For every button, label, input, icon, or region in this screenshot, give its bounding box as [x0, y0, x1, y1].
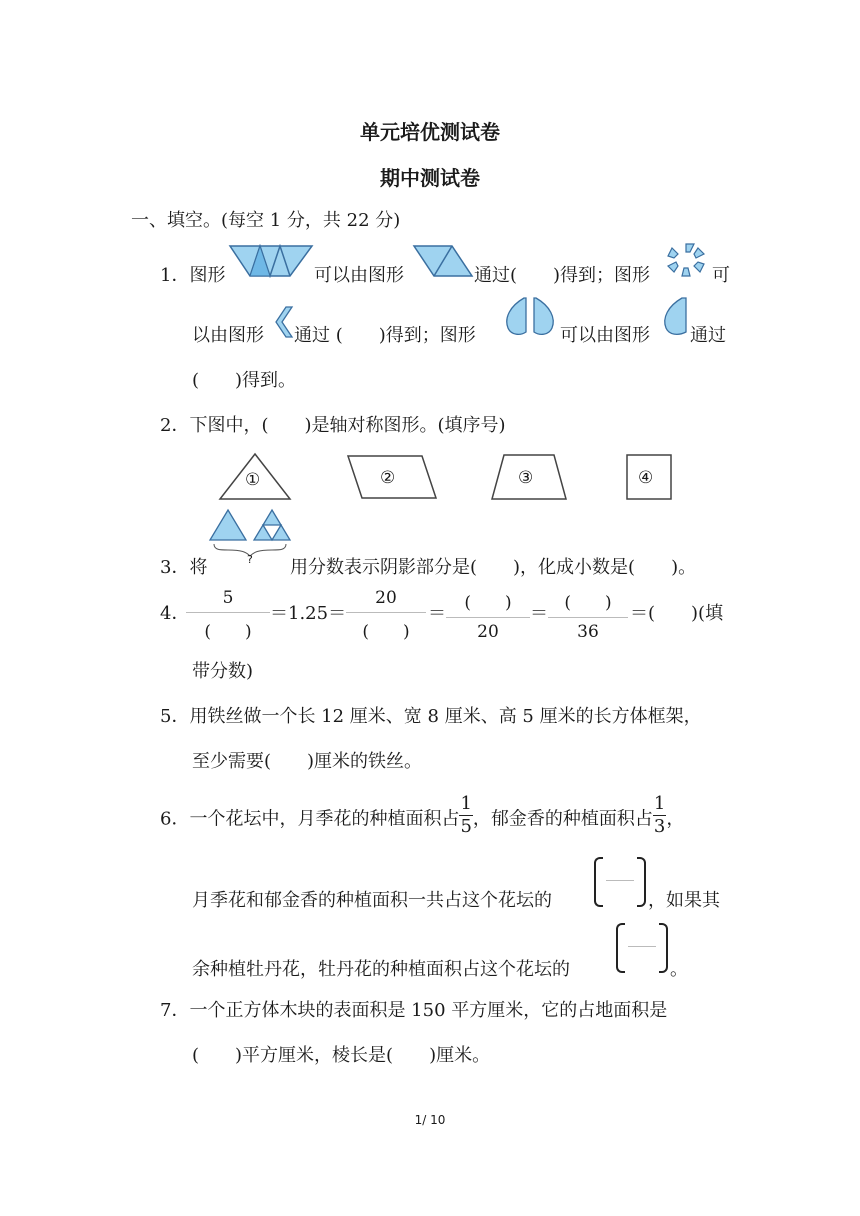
q4-eq-1: ＝: [428, 603, 446, 624]
fraction-1: [186, 588, 270, 642]
q1-text-2a: 以由图形: [192, 325, 264, 346]
frac-den: 5: [460, 816, 472, 837]
q6-line-2b: ，如果其: [648, 890, 720, 911]
q6-text-a: 6．一个花坛中，月季花的种植面积占: [160, 808, 460, 830]
fraction-2-num: 20: [346, 588, 426, 613]
fraction-3-num: ( ): [446, 588, 530, 618]
frac-den: 3: [653, 816, 666, 837]
answer-bracket-1[interactable]: [594, 857, 646, 905]
q1-text-2d: 通过: [690, 325, 726, 346]
q6-line-2a: 月季花和郁金香的种植面积一共占这个花坛的: [192, 890, 552, 911]
q6-line-3b: 。: [670, 959, 688, 980]
q4-number: 4．: [160, 603, 190, 624]
q1-text-2b: 通过 ( )得到；图形: [294, 325, 476, 346]
q1-text-1a: 1．图形: [160, 265, 226, 286]
fraction-4: [548, 588, 628, 642]
fraction-2-den: ( ): [362, 622, 410, 642]
two-drops-icon: [502, 296, 558, 338]
q1-text-2c: 可以由图形: [560, 325, 650, 346]
q3-text: 用分数表示阴影部分是( )，化成小数是( )。: [290, 557, 697, 578]
q4-mid-text: ＝1.25＝: [270, 603, 347, 624]
question-mark-label: ?: [247, 553, 253, 566]
frac-num: 1: [460, 793, 472, 814]
q7-line-1: 7．一个正方体木块的表面积是 150 平方厘米，它的占地面积是: [160, 1000, 668, 1021]
q1-text-1d: 可: [712, 265, 730, 286]
q1-text-3: ( )得到。: [192, 370, 297, 391]
test-subtitle: 期中测试卷: [380, 166, 480, 190]
q4-tail: ＝( )(填: [630, 603, 724, 624]
fraction-one-third: [653, 795, 666, 836]
three-triangle-strip-icon: [228, 244, 314, 278]
q5-line-1: 5．用铁丝做一个长 12 厘米、宽 8 厘米、高 5 厘米的长方体框架，: [160, 706, 702, 727]
fraction-3-den: 20: [477, 622, 499, 642]
single-drop-icon: [660, 296, 692, 338]
fraction-1-den: ( ): [204, 622, 252, 642]
shape-label-2: ②: [380, 468, 396, 488]
q1-text-1c: 通过( )得到；图形: [474, 265, 651, 286]
answer-bracket-2[interactable]: [616, 923, 668, 971]
chevron-piece-icon: [272, 305, 294, 339]
q4-eq-2: ＝: [530, 603, 548, 624]
two-triangle-parallelogram-icon: [412, 244, 474, 278]
test-title: 单元培优测试卷: [360, 120, 500, 144]
pinwheel-icon: [664, 240, 708, 280]
fraction-3: [446, 588, 530, 642]
q6-line-3a: 余种植牡丹花，牡丹花的种植面积占这个花坛的: [192, 959, 570, 980]
shape-label-1: ①: [245, 470, 261, 490]
section-heading: 一、填空。(每空 1 分，共 22 分): [131, 210, 401, 231]
fraction-4-num: ( ): [548, 588, 628, 618]
q3-prefix: 3．将: [160, 557, 208, 578]
frac-num: 1: [653, 793, 666, 814]
page-number: 1/ 10: [414, 1113, 446, 1127]
fraction-2: [346, 588, 426, 642]
shape-label-3: ③: [518, 468, 534, 488]
fraction-one-fifth: [459, 795, 472, 836]
q6-text-c: ，: [666, 808, 685, 830]
q2-text: 2．下图中，( )是轴对称图形。(填序号): [160, 415, 506, 436]
fraction-1-num: 5: [186, 588, 270, 613]
shape-label-4: ④: [638, 468, 654, 488]
q7-line-2: ( )平方厘米，棱长是( )厘米。: [192, 1045, 491, 1066]
q6-text-b: ，郁金香的种植面积占: [472, 808, 653, 830]
q4-line-2: 带分数): [192, 661, 254, 682]
fraction-4-den: 36: [577, 622, 599, 642]
q5-line-2: 至少需要( )厘米的铁丝。: [192, 751, 423, 772]
q1-text-1b: 可以由图形: [314, 265, 404, 286]
q6-line-1: [160, 793, 685, 837]
